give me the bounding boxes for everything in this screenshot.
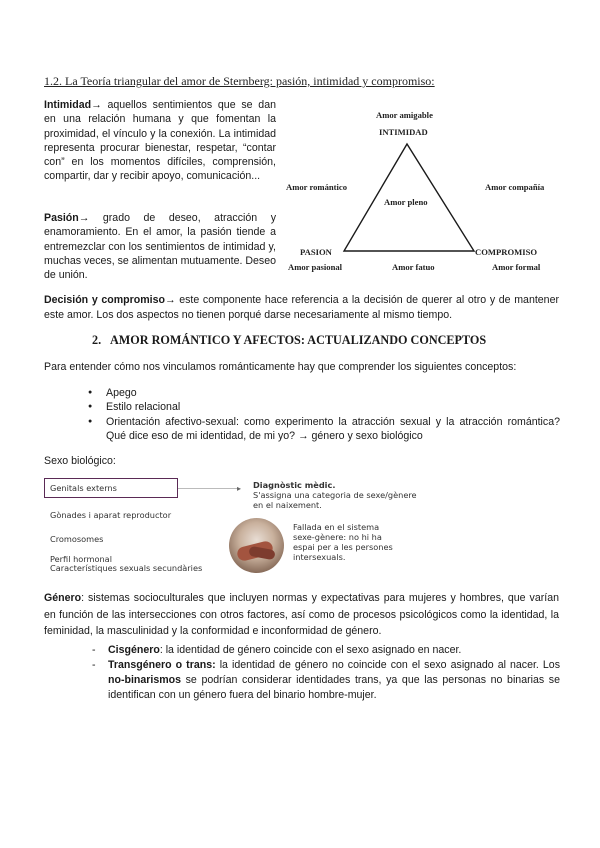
sternberg-triangle-figure	[282, 108, 560, 276]
sexo-biologico-label: Sexo biológico:	[44, 455, 116, 467]
perfil-hormonal-text: Perfil hormonal	[50, 554, 112, 564]
fallada-line-3: espai per a les persones	[293, 542, 393, 552]
label-amor-pleno: Amor pleno	[384, 197, 428, 207]
list-item	[92, 643, 560, 658]
arrow-head-icon: ▸	[237, 484, 242, 493]
decision-text: → este componente hace referencia a la decisión de querer al otro y de mantener este amor. Los dos aspectos no tienen porqué darse necesariamente al mismo tiempo.	[44, 294, 559, 321]
concepts-list	[92, 386, 560, 444]
caracteristiques-text: Característiques sexuals secundàries	[50, 563, 203, 573]
label-compromiso: COMPROMISO	[475, 247, 538, 257]
fallada-line-2: sexe-gènere: no hi ha	[293, 532, 382, 542]
list-item: ● Orientación afectivo-sexual: como experimento la atracción sexual y la atracción romántica? Qué dice eso de mi identidad, de mi yo? → género y sexo biológico	[92, 415, 560, 444]
genitals-text: Genitals externs	[50, 483, 117, 493]
pasion-term: Pasión	[44, 212, 79, 224]
no-binarismos-term: no-binarismos	[108, 674, 181, 686]
hands-photo	[229, 518, 284, 573]
gonades-text: Gònades i aparat reproductor	[50, 510, 172, 520]
cisgenero-text: : la identidad de género coincide con el sexo asignado en nacer.	[159, 644, 462, 656]
heading-title: AMOR ROMÁNTICO Y AFECTOS: ACTUALIZANDO CONCEPTOS	[110, 333, 487, 347]
list-item	[92, 658, 560, 703]
diagnostic-line-1: S'assigna una categoria de sexe/gènere	[253, 490, 417, 500]
genero-paragraph	[44, 590, 559, 640]
label-amor-pasional: Amor pasional	[288, 262, 343, 272]
concepts-intro: Para entender cómo nos vinculamos románticamente hay que comprender los siguientes conceptos:	[44, 361, 517, 373]
section-heading	[92, 333, 486, 348]
genero-text: : sistemas socioculturales que incluyen normas y expectativas para mujeres y hombres, que varían en función de las intersecciones con otros factores, así como de procesos psicológicos como la identidad, la feminidad, la masculinidad y la conformidad e inconformidad de género.	[44, 592, 559, 637]
label-amor-compania: Amor compañía	[485, 182, 545, 192]
intimidad-paragraph	[44, 98, 276, 184]
label-amor-amigable: Amor amigable	[376, 110, 433, 120]
section-title: 1.2. La Teoría triangular del amor de Sternberg: pasión, intimidad y compromiso:	[44, 74, 435, 88]
label-amor-romantico: Amor romántico	[286, 182, 348, 192]
decision-paragraph	[44, 293, 559, 323]
heading-number: 2.	[92, 333, 102, 347]
label-amor-fatuo: Amor fatuo	[392, 262, 435, 272]
transgenero-text-2: se podrían considerar identidades trans, ya que las personas no binarias se identifican con un género fuera del binario hombre-mujer.	[108, 674, 560, 701]
genero-term: Género	[44, 592, 82, 604]
intimidad-text: → aquellos sentimientos que se dan en una relación humana y que fomentan la proximidad, el vínculo y la conexión. La intimidad representa procurar bienestar, respetar, “contar con” en los momentos difíciles, comprensión, compartir, dar y recibir apoyo, comunicación...	[44, 99, 276, 183]
intimidad-term: Intimidad	[44, 99, 92, 111]
transgenero-term: Transgénero o trans:	[108, 659, 216, 671]
list-item: ● Estilo relacional	[92, 400, 560, 414]
label-intimidad: INTIMIDAD	[379, 127, 428, 137]
cromosomes-text: Cromosomes	[50, 534, 104, 544]
fallada-line-4: intersexuals.	[293, 552, 346, 562]
label-amor-formal: Amor formal	[492, 262, 541, 272]
gender-identity-list	[92, 643, 560, 703]
pasion-text: → grado de deseo, atracción y enamoramiento. En el amor, la pasión tiende a entremezclar con los sentimientos de intimidad y, muchas veces, se alimentan mutuamente. Deseo de unión.	[44, 212, 277, 282]
diagnostic-title: Diagnòstic mèdic.	[253, 480, 336, 490]
decision-term: Decisión y compromiso	[44, 294, 165, 306]
cisgenero-term: Cisgénero	[108, 644, 160, 656]
sexo-biologico-figure	[44, 474, 444, 584]
diagnostic-line-2: en el naixement.	[253, 500, 322, 510]
pasion-paragraph	[44, 211, 276, 282]
list-item: ● Apego	[92, 386, 560, 400]
label-pasion: PASION	[300, 247, 332, 257]
transgenero-text-1: la identidad de género no coincide con el sexo asignado al nacer. Los	[215, 659, 561, 671]
arrow-line	[178, 488, 238, 489]
fallada-line-1: Fallada en el sistema	[293, 522, 380, 532]
